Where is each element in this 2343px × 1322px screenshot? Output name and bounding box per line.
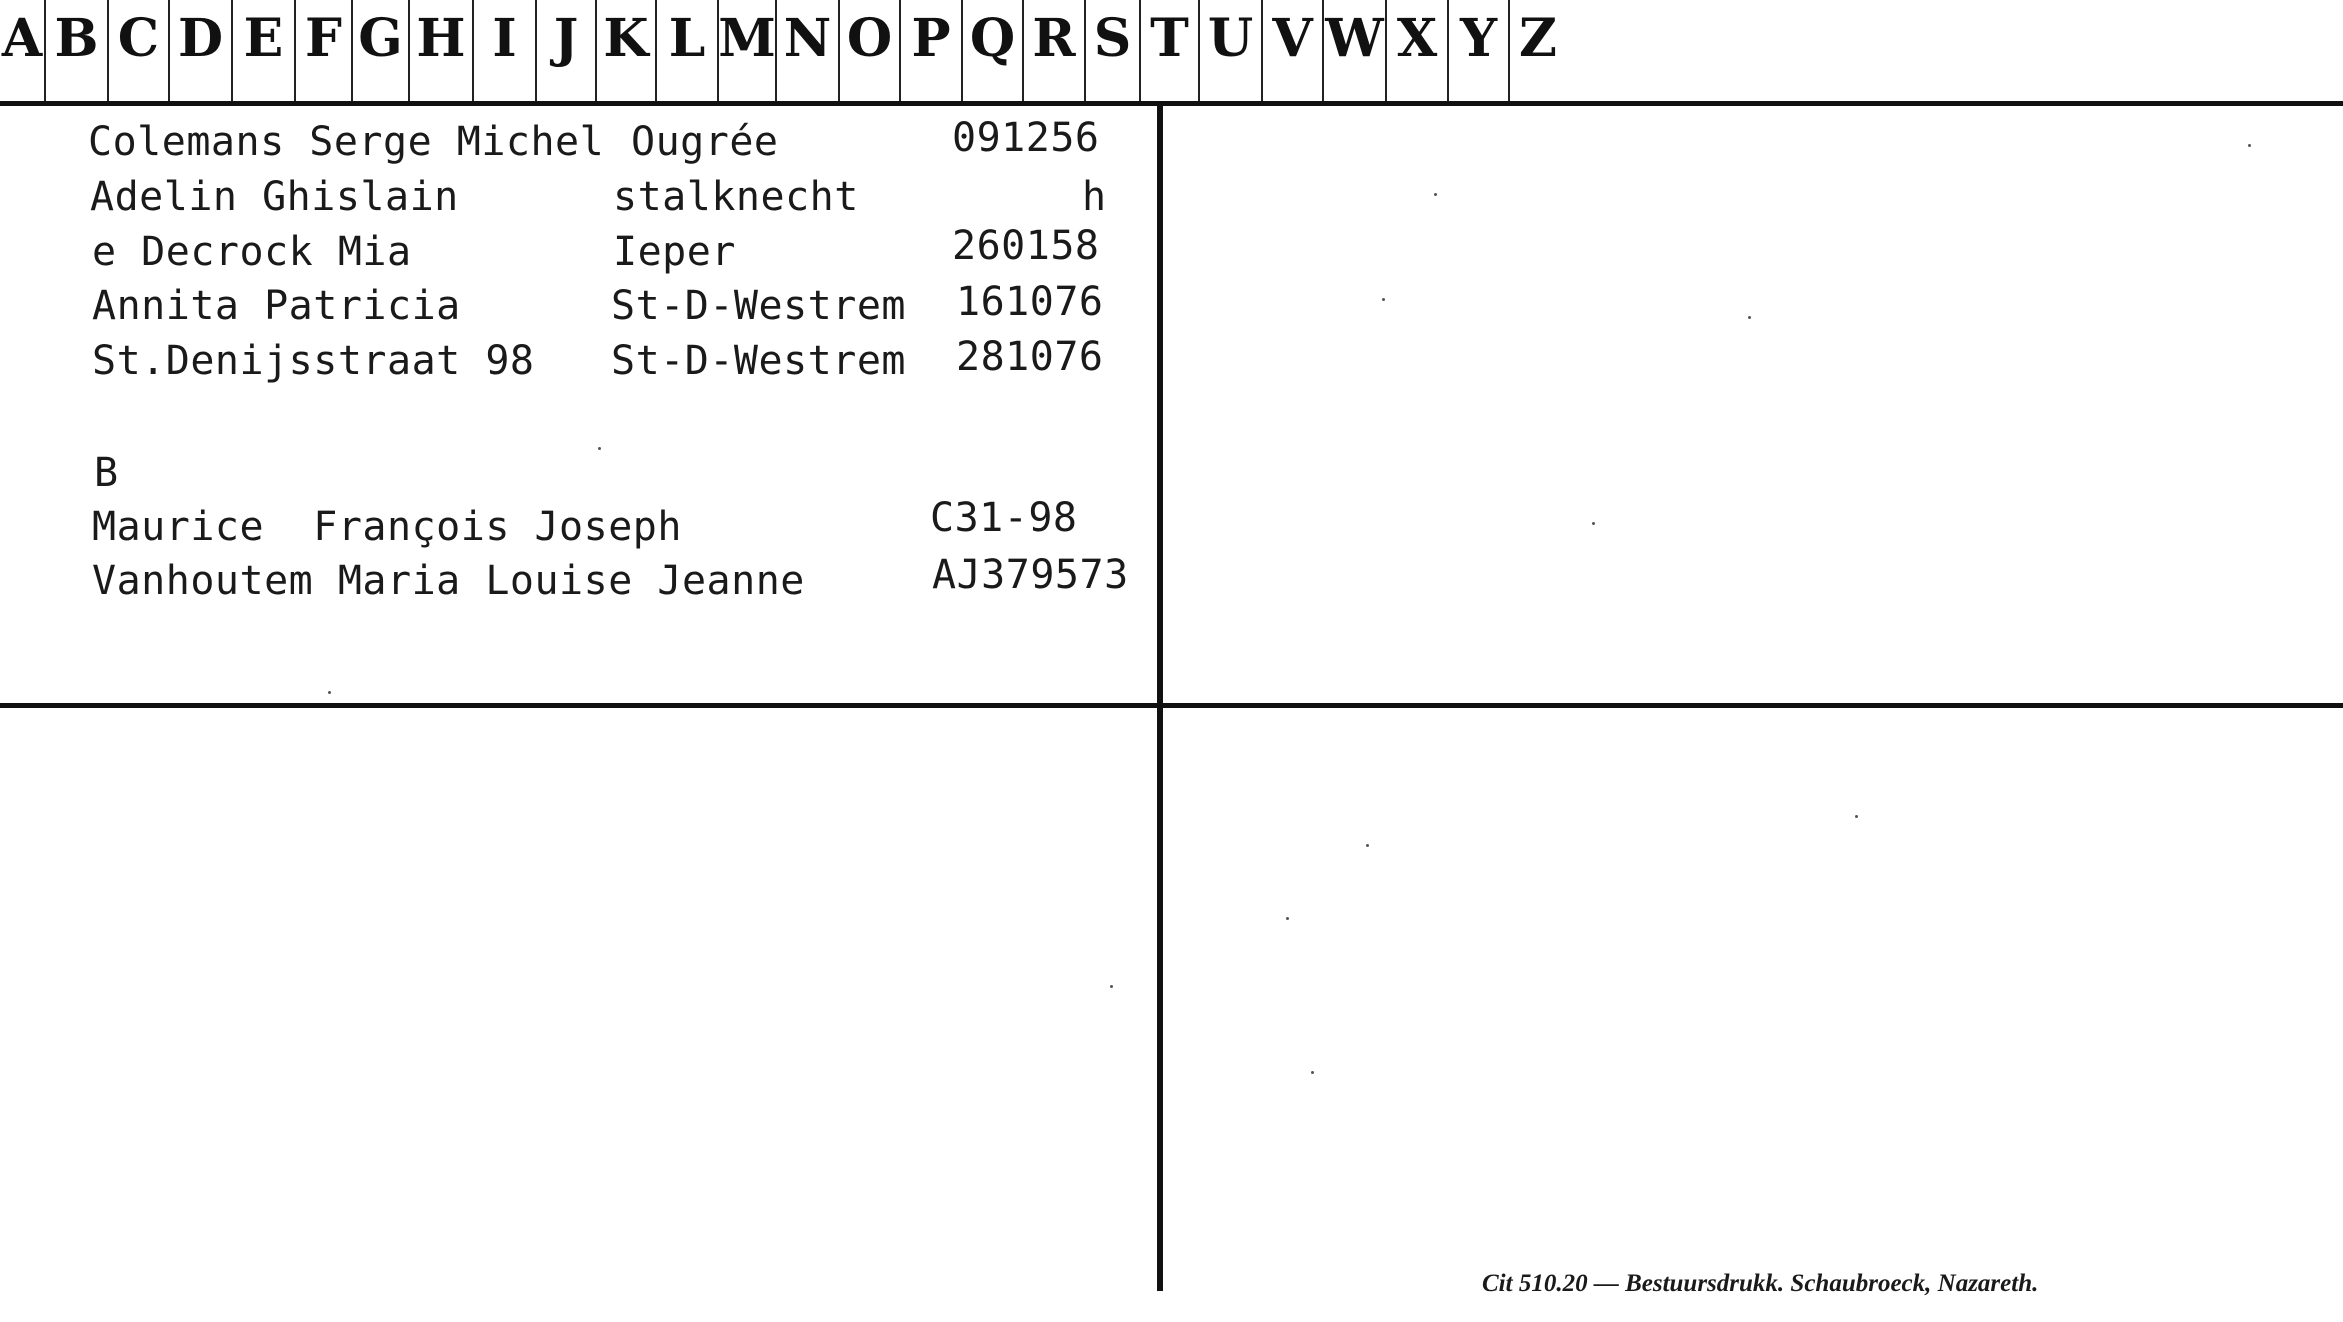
scan-speck: [1311, 1071, 1314, 1074]
alpha-tab-t: T: [1141, 0, 1200, 102]
alpha-tab-v: V: [1263, 0, 1324, 102]
alpha-tab-q: Q: [963, 0, 1024, 102]
record-place: St-D-Westrem: [611, 283, 906, 329]
alpha-tab-e: E: [233, 0, 296, 102]
alpha-tab-w: W: [1324, 0, 1387, 102]
record-name: e Decrock Mia: [92, 229, 412, 275]
alpha-tab-n: N: [777, 0, 840, 102]
section-heading: B: [94, 450, 119, 496]
scan-speck: [1382, 298, 1385, 301]
scan-speck: [2248, 144, 2251, 147]
record-place: Ougrée: [631, 119, 779, 165]
scan-speck: [1748, 316, 1751, 319]
record-code: 161076: [956, 279, 1104, 325]
alpha-tab-j: J: [537, 0, 597, 102]
record-code: h: [1082, 174, 1107, 220]
entry-code: C31-98: [930, 495, 1078, 541]
alpha-tab-z: Z: [1519, 8, 1557, 69]
scan-speck: [1855, 815, 1858, 818]
scan-speck: [328, 691, 331, 694]
header-rule: [0, 101, 2343, 106]
alpha-tab-b: B: [46, 0, 109, 102]
alpha-tab-s: S: [1086, 0, 1141, 102]
middle-rule: [0, 703, 2343, 708]
alpha-tab-y: Y: [1449, 0, 1510, 102]
alpha-tab-i: I: [474, 0, 537, 102]
record-code: 260158: [952, 223, 1100, 269]
alpha-tab-f: F: [296, 0, 353, 102]
printer-imprint: Cit 510.20 — Bestuursdrukk. Schaubroeck, Nazareth.: [1482, 1270, 2039, 1297]
record-code: 091256: [952, 115, 1100, 161]
scan-speck: [1592, 522, 1595, 525]
scan-speck: [1366, 844, 1369, 847]
record-place: stalknecht: [613, 174, 859, 220]
entry-name: Maurice François Joseph: [92, 504, 682, 550]
alpha-tab-r: R: [1024, 0, 1086, 102]
scan-speck: [598, 447, 601, 450]
alpha-tab-u: U: [1200, 0, 1263, 102]
alpha-tab-h: H: [410, 0, 474, 102]
record-name: Annita Patricia: [92, 283, 461, 329]
record-code: 281076: [956, 334, 1104, 380]
record-name: Colemans Serge Michel: [88, 119, 605, 165]
record-place: St-D-Westrem: [611, 338, 906, 384]
center-divider: [1157, 101, 1163, 1291]
alpha-tab-l: L: [657, 0, 719, 102]
entry-code: AJ379573: [932, 552, 1129, 598]
alpha-tab-c: C: [109, 0, 170, 102]
alpha-tab-m: M: [719, 0, 777, 102]
alpha-tab-d: D: [170, 0, 233, 102]
alpha-tab-x: X: [1387, 0, 1449, 102]
alpha-tab-a: A: [0, 0, 46, 102]
scan-speck: [1286, 917, 1289, 920]
record-name: St.Denijsstraat 98: [92, 338, 535, 384]
alpha-tab-o: O: [840, 0, 901, 102]
alphabet-index-strip: [0, 0, 2343, 102]
record-place: Ieper: [613, 229, 736, 275]
record-name: Adelin Ghislain: [90, 174, 459, 220]
alpha-tab-g: G: [353, 0, 410, 102]
entry-name: Vanhoutem Maria Louise Jeanne: [92, 558, 805, 604]
scan-speck: [1110, 985, 1113, 988]
alpha-tab-k: K: [597, 0, 657, 102]
alpha-tab-p: P: [901, 0, 963, 102]
scan-speck: [1434, 193, 1437, 196]
